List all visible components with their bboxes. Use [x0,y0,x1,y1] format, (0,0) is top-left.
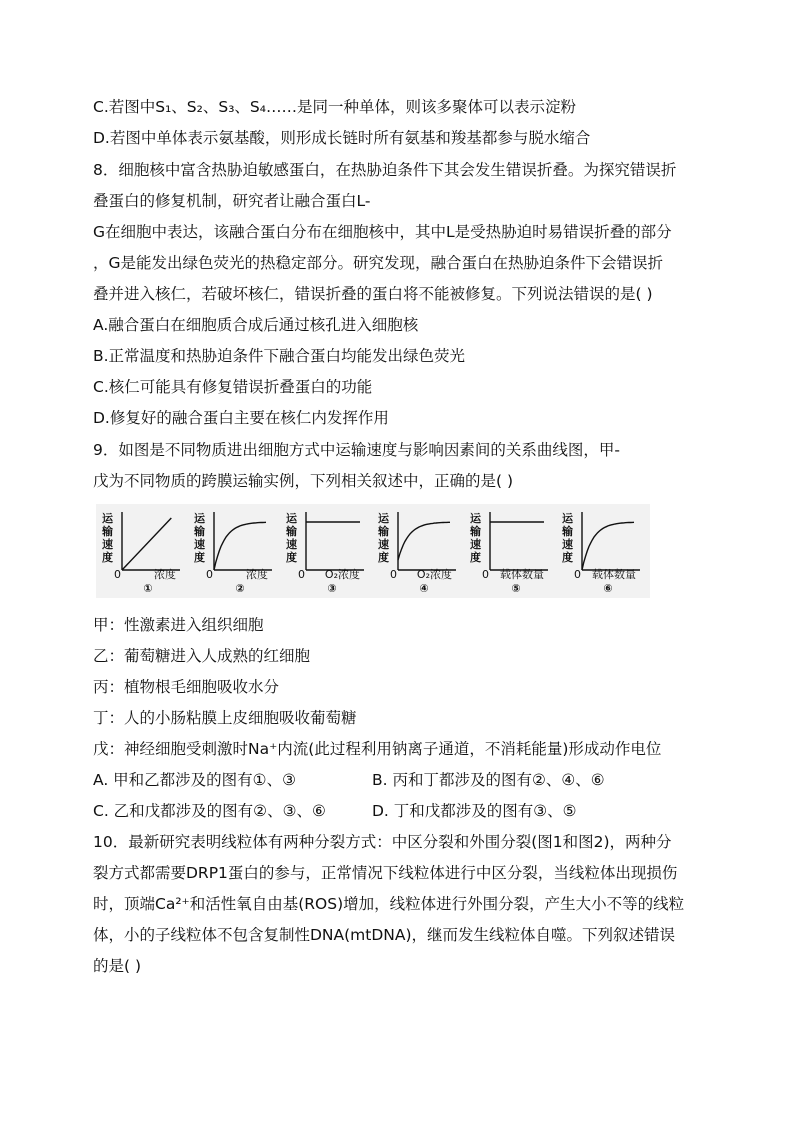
q8-option-c: C.核仁可能具有修复错误折叠蛋白的功能 [93,378,373,396]
q9-option-c: C. 乙和戊都涉及的图有②、③、⑥ [93,802,326,820]
graph-origin-label: 0 [114,568,121,581]
graph-origin-label: 0 [574,568,581,581]
graph-number-label: ③ [327,582,337,595]
q9-example-yi: 乙：葡萄糖进入人成熟的红细胞 [93,647,311,665]
graph-1 [101,511,180,595]
graph-x-label: 载体数量 [500,568,544,581]
graph-y-label-char: 运 [286,512,297,525]
transport-graphs-svg [96,504,650,598]
q9-example-bing: 丙：植物根毛细胞吸收水分 [93,678,280,696]
q8-option-a: A.融合蛋白在细胞质合成后通过核孔进入细胞核 [93,316,419,334]
graph-x-label: 浓度 [246,568,268,581]
graph-curve [398,522,450,560]
q9-example-jia: 甲：性激素进入组织细胞 [93,616,264,634]
graph-y-label-char: 输 [102,525,113,538]
q10-stem-line-5: 的是( ) [93,957,142,975]
graph-curve [582,522,634,570]
q9-stem-line-1: 9．如图是不同物质进出细胞方式中运输速度与影响因素间的关系曲线图，甲- [93,441,620,459]
graph-y-label-char: 速 [102,538,113,551]
q9-option-b: B. 丙和丁都涉及的图有②、④、⑥ [372,771,605,789]
graph-x-label: 浓度 [154,568,176,581]
graph-y-label-char: 运 [102,512,113,525]
graph-y-label-char: 运 [378,512,389,525]
graph-origin-label: 0 [206,568,213,581]
graph-y-label-char: 度 [102,551,113,564]
graph-x-label: O₂浓度 [416,568,452,581]
q8-stem-line-3: G在细胞中表达，该融合蛋白分布在细胞核中，其中L是受热胁迫时易错误折叠的部分 [93,223,672,241]
graph-y-label-char: 运 [470,512,481,525]
graph-curve [122,518,171,570]
graph-y-label-char: 度 [562,551,573,564]
q8-stem-line-4: ，G是能发出绿色荧光的热稳定部分。研究发现，融合蛋白在热胁迫条件下会错误折 [93,254,664,272]
graph-2 [193,511,272,595]
q9-stem-line-2: 戊为不同物质的跨膜运输实例，下列相关叙述中，正确的是( ) [93,472,514,490]
graph-number-label: ④ [419,582,429,595]
graph-4 [377,511,456,595]
q8-stem-line-2: 叠蛋白的修复机制，研究者让融合蛋白L- [93,192,371,210]
graph-3 [285,511,364,595]
graph-y-label-char: 输 [470,525,481,538]
q10-stem-line-1: 10．最新研究表明线粒体有两种分裂方式：中区分裂和外围分裂(图1和图2)，两种分 [93,833,672,851]
graph-y-label-char: 速 [378,538,389,551]
graph-origin-label: 0 [482,568,489,581]
graph-y-label-char: 度 [286,551,297,564]
graph-5 [469,511,548,595]
graph-y-label-char: 输 [194,525,205,538]
graph-number-label: ① [143,582,153,595]
graph-y-label-char: 输 [286,525,297,538]
q8-stem-line-5: 叠并进入核仁，若破坏核仁，错误折叠的蛋白将不能被修复。下列说法错误的是( ) [93,285,653,303]
graph-y-label-char: 输 [562,525,573,538]
graph-y-label-char: 运 [194,512,205,525]
graph-y-label-char: 度 [378,551,389,564]
q8-option-d: D.修复好的融合蛋白主要在核仁内发挥作用 [93,409,389,427]
q7-option-c: C.若图中S₁、S₂、S₃、S₄……是同一种单体，则该多聚体可以表示淀粉 [93,98,576,116]
q10-stem-line-3: 时，顶端Ca²⁺和活性氧自由基(ROS)增加，线粒体进行外围分裂，产生大小不等的线粒 [93,895,685,913]
graph-y-label-char: 度 [470,551,481,564]
transport-graphs-figure [96,504,650,598]
q9-example-wu: 戊：神经细胞受刺激时Na⁺内流(此过程利用钠离子通道，不消耗能量)形成动作电位 [93,740,662,758]
graph-y-label-char: 度 [194,551,205,564]
graph-y-label-char: 速 [562,538,573,551]
graph-number-label: ② [235,582,245,595]
graph-x-label: O₂浓度 [324,568,360,581]
graph-y-label-char: 运 [562,512,573,525]
graph-number-label: ⑤ [511,582,521,595]
graph-y-label-char: 速 [470,538,481,551]
q8-stem-line-1: 8．细胞核中富含热胁迫敏感蛋白，在热胁迫条件下其会发生错误折叠。为探究错误折 [93,161,677,179]
q9-example-ding: 丁：人的小肠粘膜上皮细胞吸收葡萄糖 [93,709,357,727]
graph-origin-label: 0 [298,568,305,581]
graph-x-label: 载体数量 [592,568,636,581]
q7-option-d: D.若图中单体表示氨基酸，则形成长链时所有氨基和羧基都参与脱水缩合 [93,129,591,147]
q9-option-d: D. 丁和戊都涉及的图有③、⑤ [372,802,577,820]
q10-stem-line-2: 裂方式都需要DRP1蛋白的参与，正常情况下线粒体进行中区分裂，当线粒体出现损伤 [93,864,678,882]
q9-option-a: A. 甲和乙都涉及的图有①、③ [93,771,296,789]
graph-number-label: ⑥ [603,582,613,595]
graph-6 [561,511,640,595]
graph-y-label-char: 速 [194,538,205,551]
graph-y-label-char: 输 [378,525,389,538]
q8-option-b: B.正常温度和热胁迫条件下融合蛋白均能发出绿色荧光 [93,347,466,365]
q10-stem-line-4: 体，小的子线粒体不包含复制性DNA(mtDNA)，继而发生线粒体自噬。下列叙述错误 [93,926,676,944]
graph-y-label-char: 速 [286,538,297,551]
graph-origin-label: 0 [390,568,397,581]
graph-curve [214,522,266,570]
